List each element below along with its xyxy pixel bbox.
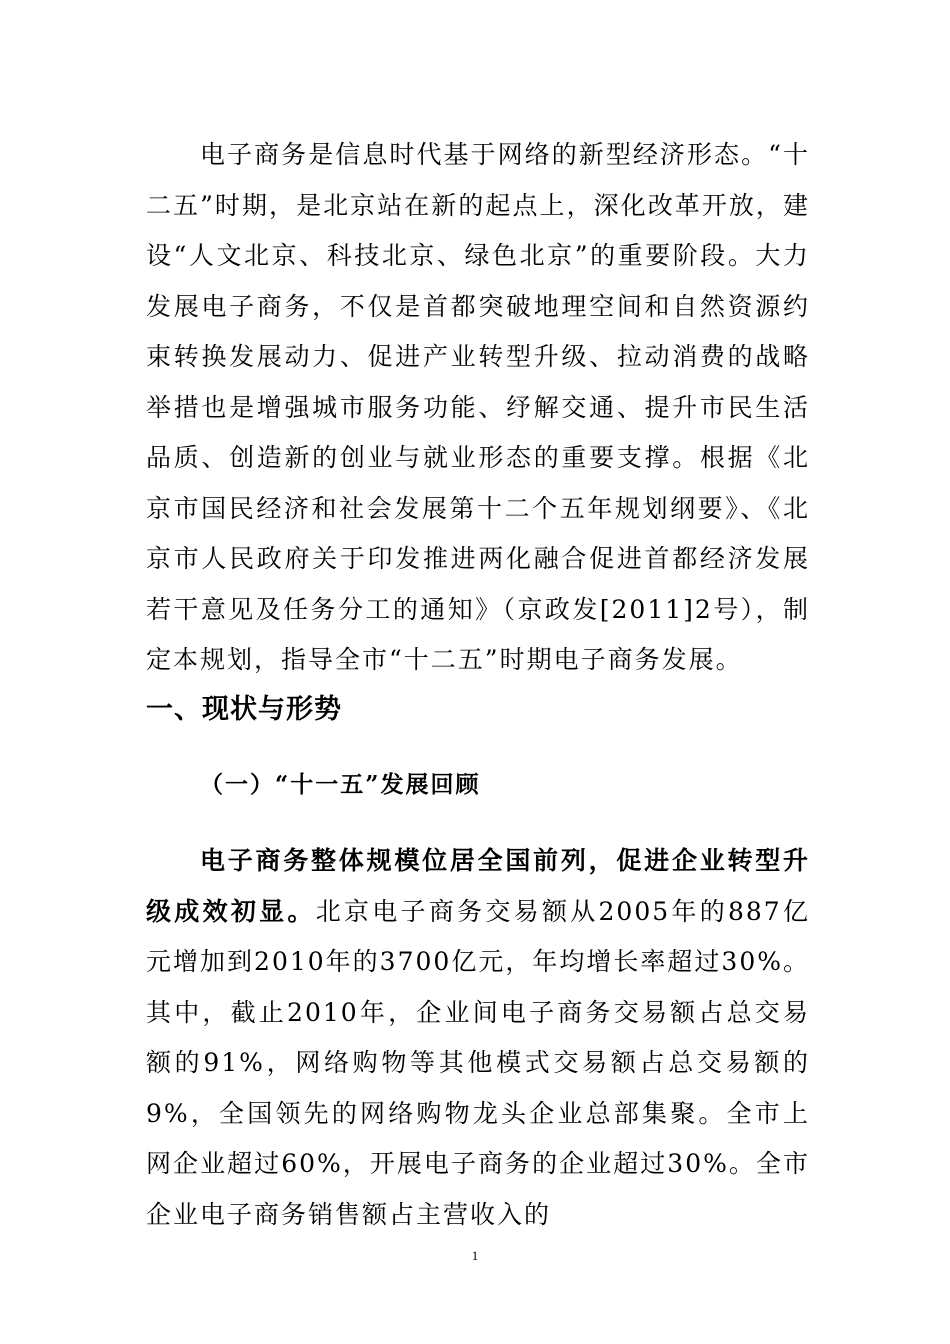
- section-paragraph-lead: 电子商务整体规模位居全国前列，促进企业转型升级成效初显。: [146, 846, 810, 926]
- intro-paragraph: 电子商务是信息时代基于网络的新型经济形态。“十二五”时期，是北京站在新的起点上，深化改革开放，建设“人文北京、科技北京、绿色北京”的重要阶段。大力发展电子商务，不仅是首都突破地理空间和自然资源约束转换发展动力、促进产业转型升级、拉动消费的战略举措也是增强城市服务功能、纾解交通、提升市民生活品质、创造新的创业与就业形态的重要支撑。根据《北京市国民经济和社会发展第十二个五年规划纲要》、《北京市人民政府关于印发推进两化融合促进首都经济发展若干意见及任务分工的通知》（京政发[2011]2号），制定本规划，指导全市“十二五”时期电子商务发展。: [146, 140, 810, 674]
- section-paragraph: [146, 836, 810, 1240]
- section-paragraph-body: 北京电子商务交易额从2005年的887亿元增加到2010年的3700亿元，年均增长率超过30%。其中，截止2010年，企业间电子商务交易额占总交易额的91%，网络购物等其他模式交易额占总交易额的9%，全国领先的网络购物龙头企业总部集聚。全市上网企业超过60%，开展电子商务的企业超过30%。全市企业电子商务销售额占主营收入的: [146, 896, 810, 1229]
- subsection-heading: （一）“十一五”发展回顾: [200, 771, 481, 798]
- page-number: 1: [471, 1248, 479, 1263]
- section-heading: 一、现状与形势: [146, 694, 342, 725]
